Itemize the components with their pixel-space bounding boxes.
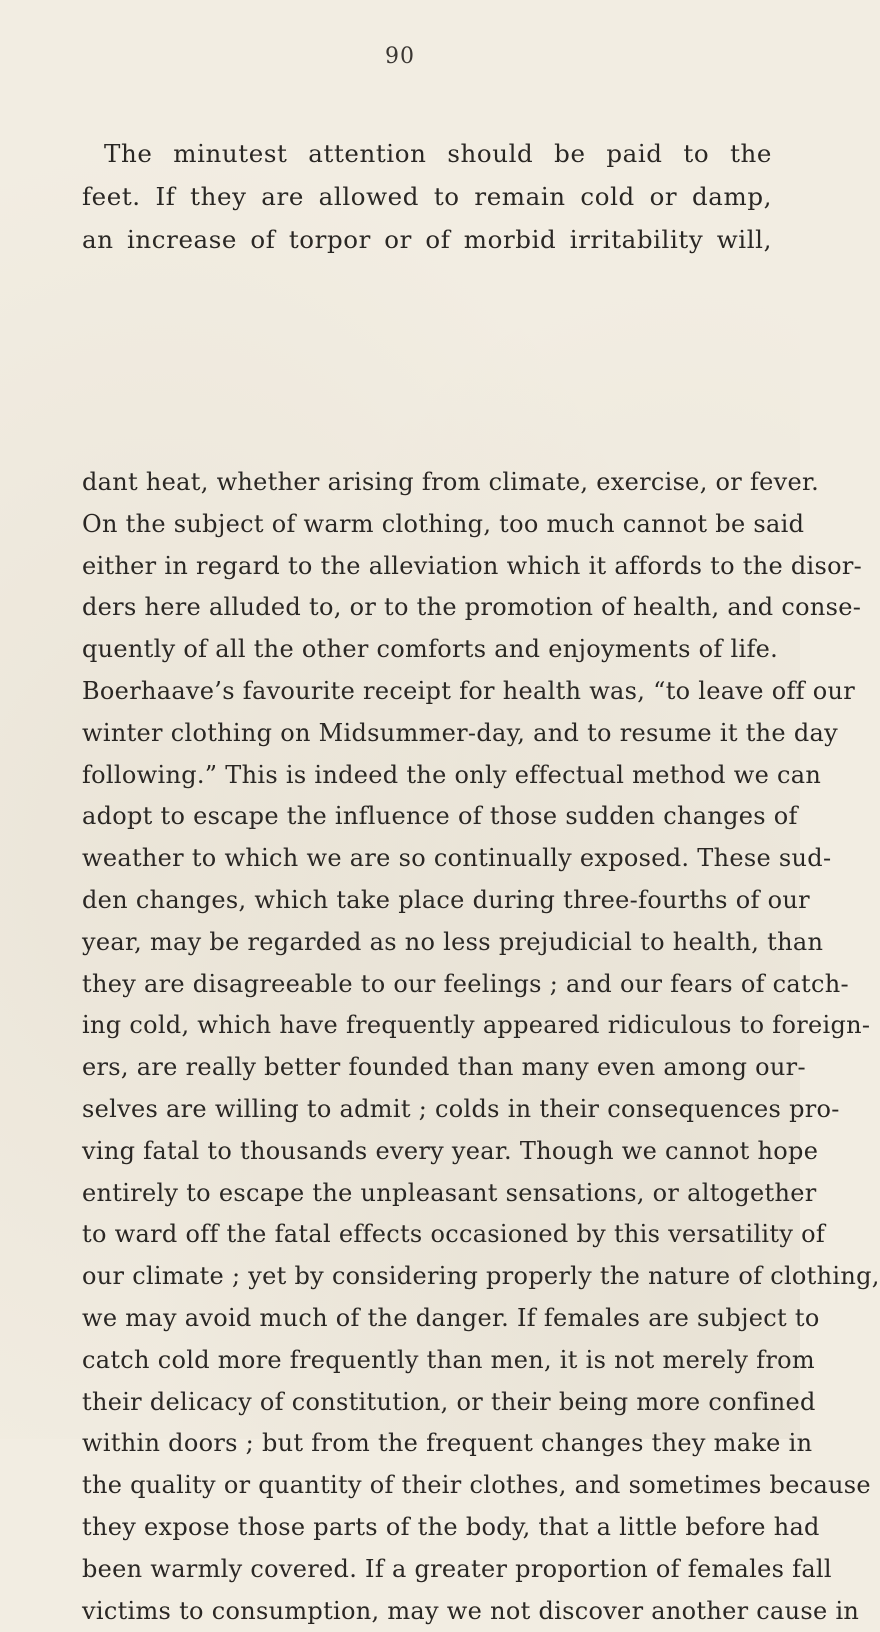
text-line: selves are willing to admit ; colds in their consequences pro-	[82, 1094, 840, 1123]
text-line: they expose those parts of the body, that a little before had	[82, 1512, 820, 1541]
text-line: ers, are really better founded than many even among our-	[82, 1053, 806, 1082]
text-line: quently of all the other comforts and enjoyments of life.	[82, 635, 779, 664]
text-line: year, may be regarded as no less prejudicial to health, than	[82, 927, 824, 956]
text-line: The minutest attention should be paid to the	[104, 139, 772, 168]
paragraph-main	[82, 462, 880, 1632]
text-line: an increase of torpor or of morbid irritability will,	[82, 225, 772, 254]
text-line: den changes, which take place during three-fourths of our	[82, 885, 810, 914]
text-line: weather to which we are so continually exposed. These sud-	[82, 844, 832, 873]
text-line: to ward off the fatal effects occasioned by this versatility of	[82, 1220, 826, 1249]
text-line: adopt to escape the influence of those sudden changes of	[82, 802, 798, 831]
text-line: either in regard to the alleviation which it affords to the disor-	[82, 551, 863, 580]
text-line: they are disagreeable to our feelings ; and our fears of catch-	[82, 969, 849, 998]
text-line: catch cold more frequently than men, it is not merely from	[82, 1345, 815, 1374]
text-line: feet. If they are allowed to remain cold or damp,	[82, 182, 772, 211]
page-number: 90	[385, 44, 415, 69]
text-line: following.” This is indeed the only effectual method we can	[82, 760, 822, 789]
text-line: we may avoid much of the danger. If females are subject to	[82, 1303, 820, 1332]
text-line: our climate ; yet by considering properly the nature of clothing,	[82, 1262, 880, 1291]
text-line: On the subject of warm clothing, too much cannot be said	[82, 509, 805, 538]
text-line: victims to consumption, may we not discover another cause in	[82, 1596, 860, 1625]
text-line: the quality or quantity of their clothes, and sometimes because	[82, 1471, 871, 1500]
text-line: within doors ; but from the frequent changes they make in	[82, 1429, 813, 1458]
text-line: ders here alluded to, or to the promotion of health, and conse-	[82, 593, 862, 622]
text-line: dant heat, whether arising from climate, exercise, or fever.	[82, 468, 820, 496]
text-line: been warmly covered. If a greater proportion of females fall	[82, 1554, 832, 1583]
text-line: ving fatal to thousands every year. Though we cannot hope	[82, 1136, 819, 1165]
text-line: entirely to escape the unpleasant sensations, or altogether	[82, 1178, 817, 1207]
text-line: Boerhaave’s favourite receipt for health was, “to leave off our	[82, 676, 856, 705]
text-line: their delicacy of constitution, or their being more confined	[82, 1387, 816, 1416]
paragraph-top	[82, 132, 772, 261]
text-line: winter clothing on Midsummer-day, and to resume it the day	[82, 718, 838, 747]
text-line: ing cold, which have frequently appeared ridiculous to foreign-	[82, 1011, 871, 1040]
